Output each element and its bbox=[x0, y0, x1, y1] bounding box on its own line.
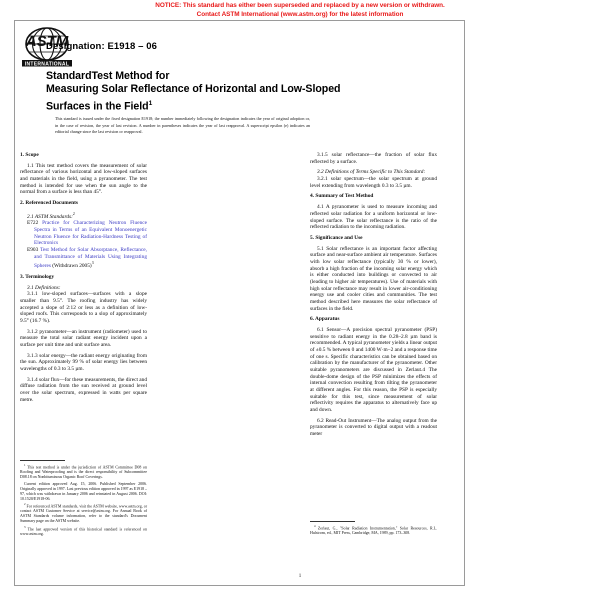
paragraph-3-1-5: 3.1.5 solar reflectance—the fraction of solar flux reflected by a surface. bbox=[310, 152, 437, 165]
notice-line-2: Contact ASTM International (www.astm.org) for the latest information bbox=[196, 10, 404, 18]
footnote-edition: Current edition approved Aug. 15, 2006. Published September 2006. Originally approved in 1997. Last previous edition approved in 1997 as E1918 – 97, which was withdrawn in January 2006 and reinstated in August 2006. DOI: 10.1520/E1918-06. bbox=[20, 480, 147, 501]
paragraph-1-1: 1.1 This test method covers the measurement of solar reflectance of various horizontal and low-sloped surfaces and materials in the field, using a pyranometer. The test method is intended for use when the sun angle to the normal from a surface is less than 45°. bbox=[20, 162, 147, 196]
paragraph-6-2: 6.2 Read-Out Instrument—The analog output from the pyranometer is converted to digital output with a readout meter bbox=[310, 417, 437, 438]
right-footnotes bbox=[310, 524, 437, 537]
page-border-top bbox=[14, 20, 465, 21]
issued-statement: This standard is issued under the fixed designation E1918; the number immediately following the designation indicates the year of original adoption or, in the case of revision, the year of last revision. A number in parentheses indicates the year of last reapproval. A superscript epsilon (e) indicates an editorial change since the last revision or reapproval. bbox=[55, 116, 310, 134]
footnote-3: $^3$ The last approved version of this historical standard is referenced on www.astm.org. bbox=[20, 524, 147, 537]
paragraph-6-1: 6.1 Sensor—A precision spectral pyranometer (PSP) sensitive to radiant energy in the 0.28–2.8 µm band is recommended. A typical pyranometer yields a linear output of ±0.5 % between 0 and 1400 W·m−2 and a response time of one s. Specific characteristics can be obtained based on calibration by the manufacturer of the pyranometer. Other suitable pyranometers are discussed in Zerlaut.4 The double-dome design of the PSP minimizes the effects of internal convection resulting from tilting the pyranometer at different angles. For this reason, the PSP is especially suitable for this test, since measurement of solar reflectivity requires the apparatus to alternatively face up and down. bbox=[310, 327, 437, 413]
svg-text:INTERNATIONAL: INTERNATIONAL bbox=[24, 61, 70, 67]
paragraph-3-1-2: 3.1.2 pyranometer—an instrument (radiometer) used to measure the total solar radiant energy incident upon a surface per unit time and unit surface area. bbox=[20, 328, 147, 348]
reference-e722-title: Practice for Characterizing Neutron Fluence Spectra in Terms of an Equivalent Monoenergetic Neutron Fluence for Radiation-Hardness Testing of Electronics bbox=[34, 220, 147, 247]
right-column bbox=[310, 152, 437, 442]
designation-label: Designation: E1918 – 06 bbox=[46, 41, 158, 52]
reference-e903-status: (Withdrawn 2005) bbox=[52, 263, 92, 270]
title-line-2: Measuring Solar Reflectance of Horizontal and Low-Sloped bbox=[46, 83, 341, 96]
heading-terminology: 3. Terminology bbox=[20, 273, 55, 280]
paragraph-3-1-4: 3.1.4 solar flux—for these measurements, the direct and diffuse radiation from the sun received at ground level over the solar spectrum, expressed in watts per square metre. bbox=[20, 376, 147, 403]
page-number: 1 bbox=[298, 574, 302, 579]
footnote-divider-left bbox=[20, 460, 65, 461]
notice-line-1: NOTICE: This standard has either been superseded and replaced by a new version or withdrawn. bbox=[155, 2, 445, 9]
reference-e903[interactable]: E903 Test Method for Solar Absorptance, Reflectance, and Transmittance of Materials Using Integrating Spheres (Withdrawn 2005)$^3$ bbox=[27, 246, 147, 270]
reference-e722[interactable] bbox=[20, 220, 147, 247]
page-title bbox=[46, 70, 346, 113]
left-column bbox=[20, 152, 147, 407]
page-border-right bbox=[464, 20, 465, 586]
heading-apparatus: 6. Apparatus bbox=[310, 316, 340, 323]
heading-summary-of-test-method: 4. Summary of Test Method bbox=[310, 193, 374, 200]
footnote-1: $^1$ This test method is under the jurisdiction of ASTM Committee D08 on Roofing and Waterproofing and is the direct responsibility of Subcommittee D08.18 on Nonbituminous Organic Roof Coverings. bbox=[20, 463, 147, 480]
title-line-3: Surfaces in the Field$^1$ bbox=[46, 99, 153, 113]
paragraph-3-2: 3.2 Definitions of Terms Specific to This Standard: bbox=[317, 169, 426, 176]
svg-text:ASTM: ASTM bbox=[25, 33, 69, 50]
paragraph-3-1: 3.1 Definitions: bbox=[27, 284, 61, 291]
reference-e903-title: Test Method for Solar Absorptance, Reflectance, and Transmittance of Materials Using Integrating Spheres bbox=[34, 246, 147, 270]
paragraph-3-2-1: 3.2.1 solar spectrum—the solar spectrum at ground level extending from wavelength 0.3 to 3.5 µm. bbox=[310, 176, 437, 189]
page-border-left bbox=[14, 20, 15, 586]
heading-referenced-documents: 2. Referenced Documents bbox=[20, 200, 78, 207]
paragraph-4-1: 4.1 A pyranometer is used to measure incoming and reflected solar radiation for a uniform horizontal or low-sloped surface. The solar reflectance is the ratio of the reflected radiation to the incoming radiation. bbox=[310, 204, 437, 231]
heading-scope: 1. Scope bbox=[20, 152, 39, 158]
paragraph-5-1: 5.1 Solar reflectance is an important factor affecting surface and near-surface ambient air temperature. Surfaces with low solar reflectance (typically 30 % or lower), absorb a high fraction of the incoming solar energy which is either conducted into buildings or convected to air (leading to higher air temperatures). Use of materials with high solar reflectance may result in lower air-conditioning energy use and cooler cities and communities. The test method described here measures the solar reflectance of surfaces in the field. bbox=[310, 245, 437, 312]
title-line-1: StandardTest Method for bbox=[46, 70, 170, 82]
reference-e903-id: E903 bbox=[27, 246, 39, 253]
paragraph-3-1-1: 3.1.1 low-sloped surfaces—surfaces with a slope smaller than 9.5°. The roofing industry has widely accepted a slope of 2:12 or less as a definition of low-sloped roofs. This corresponds to a slop of approximately 9.5° (16.7 %). bbox=[20, 291, 147, 324]
left-footnotes bbox=[20, 463, 147, 537]
footnote-divider-right bbox=[310, 521, 355, 522]
subheading-astm-standards: 2.1 ASTM Standards:$^2$ bbox=[27, 211, 75, 220]
paragraph-3-1-3: 3.1.3 solar energy—the radiant energy originating from the sun. Approximately 99 % of solar energy lies between wavelengths of 0.3 to 3.5 µm. bbox=[20, 352, 147, 372]
reference-e722-id: E722 bbox=[27, 220, 39, 227]
footnote-4: $^4$ Zerlaut, G., "Solar Radiation Instrumentation," Solar Resources, R.L. Hulstrom, ed., MIT Press, Cambridge, MA, 1989, pp. 173–308. bbox=[310, 524, 437, 536]
heading-significance-and-use: 5. Significance and Use bbox=[310, 234, 363, 241]
footnote-2: $^2$ For referenced ASTM standards, visit the ASTM website, www.astm.org, or contact ASTM Customer Service at service@astm.org. For Annual Book of ASTM Standards volume information, refer to the standard's Document Summary page on the ASTM website. bbox=[20, 502, 148, 524]
title-footnote-marker: 1 bbox=[148, 99, 153, 107]
withdrawn-notice bbox=[0, 2, 600, 19]
page-border-bottom bbox=[14, 585, 465, 586]
